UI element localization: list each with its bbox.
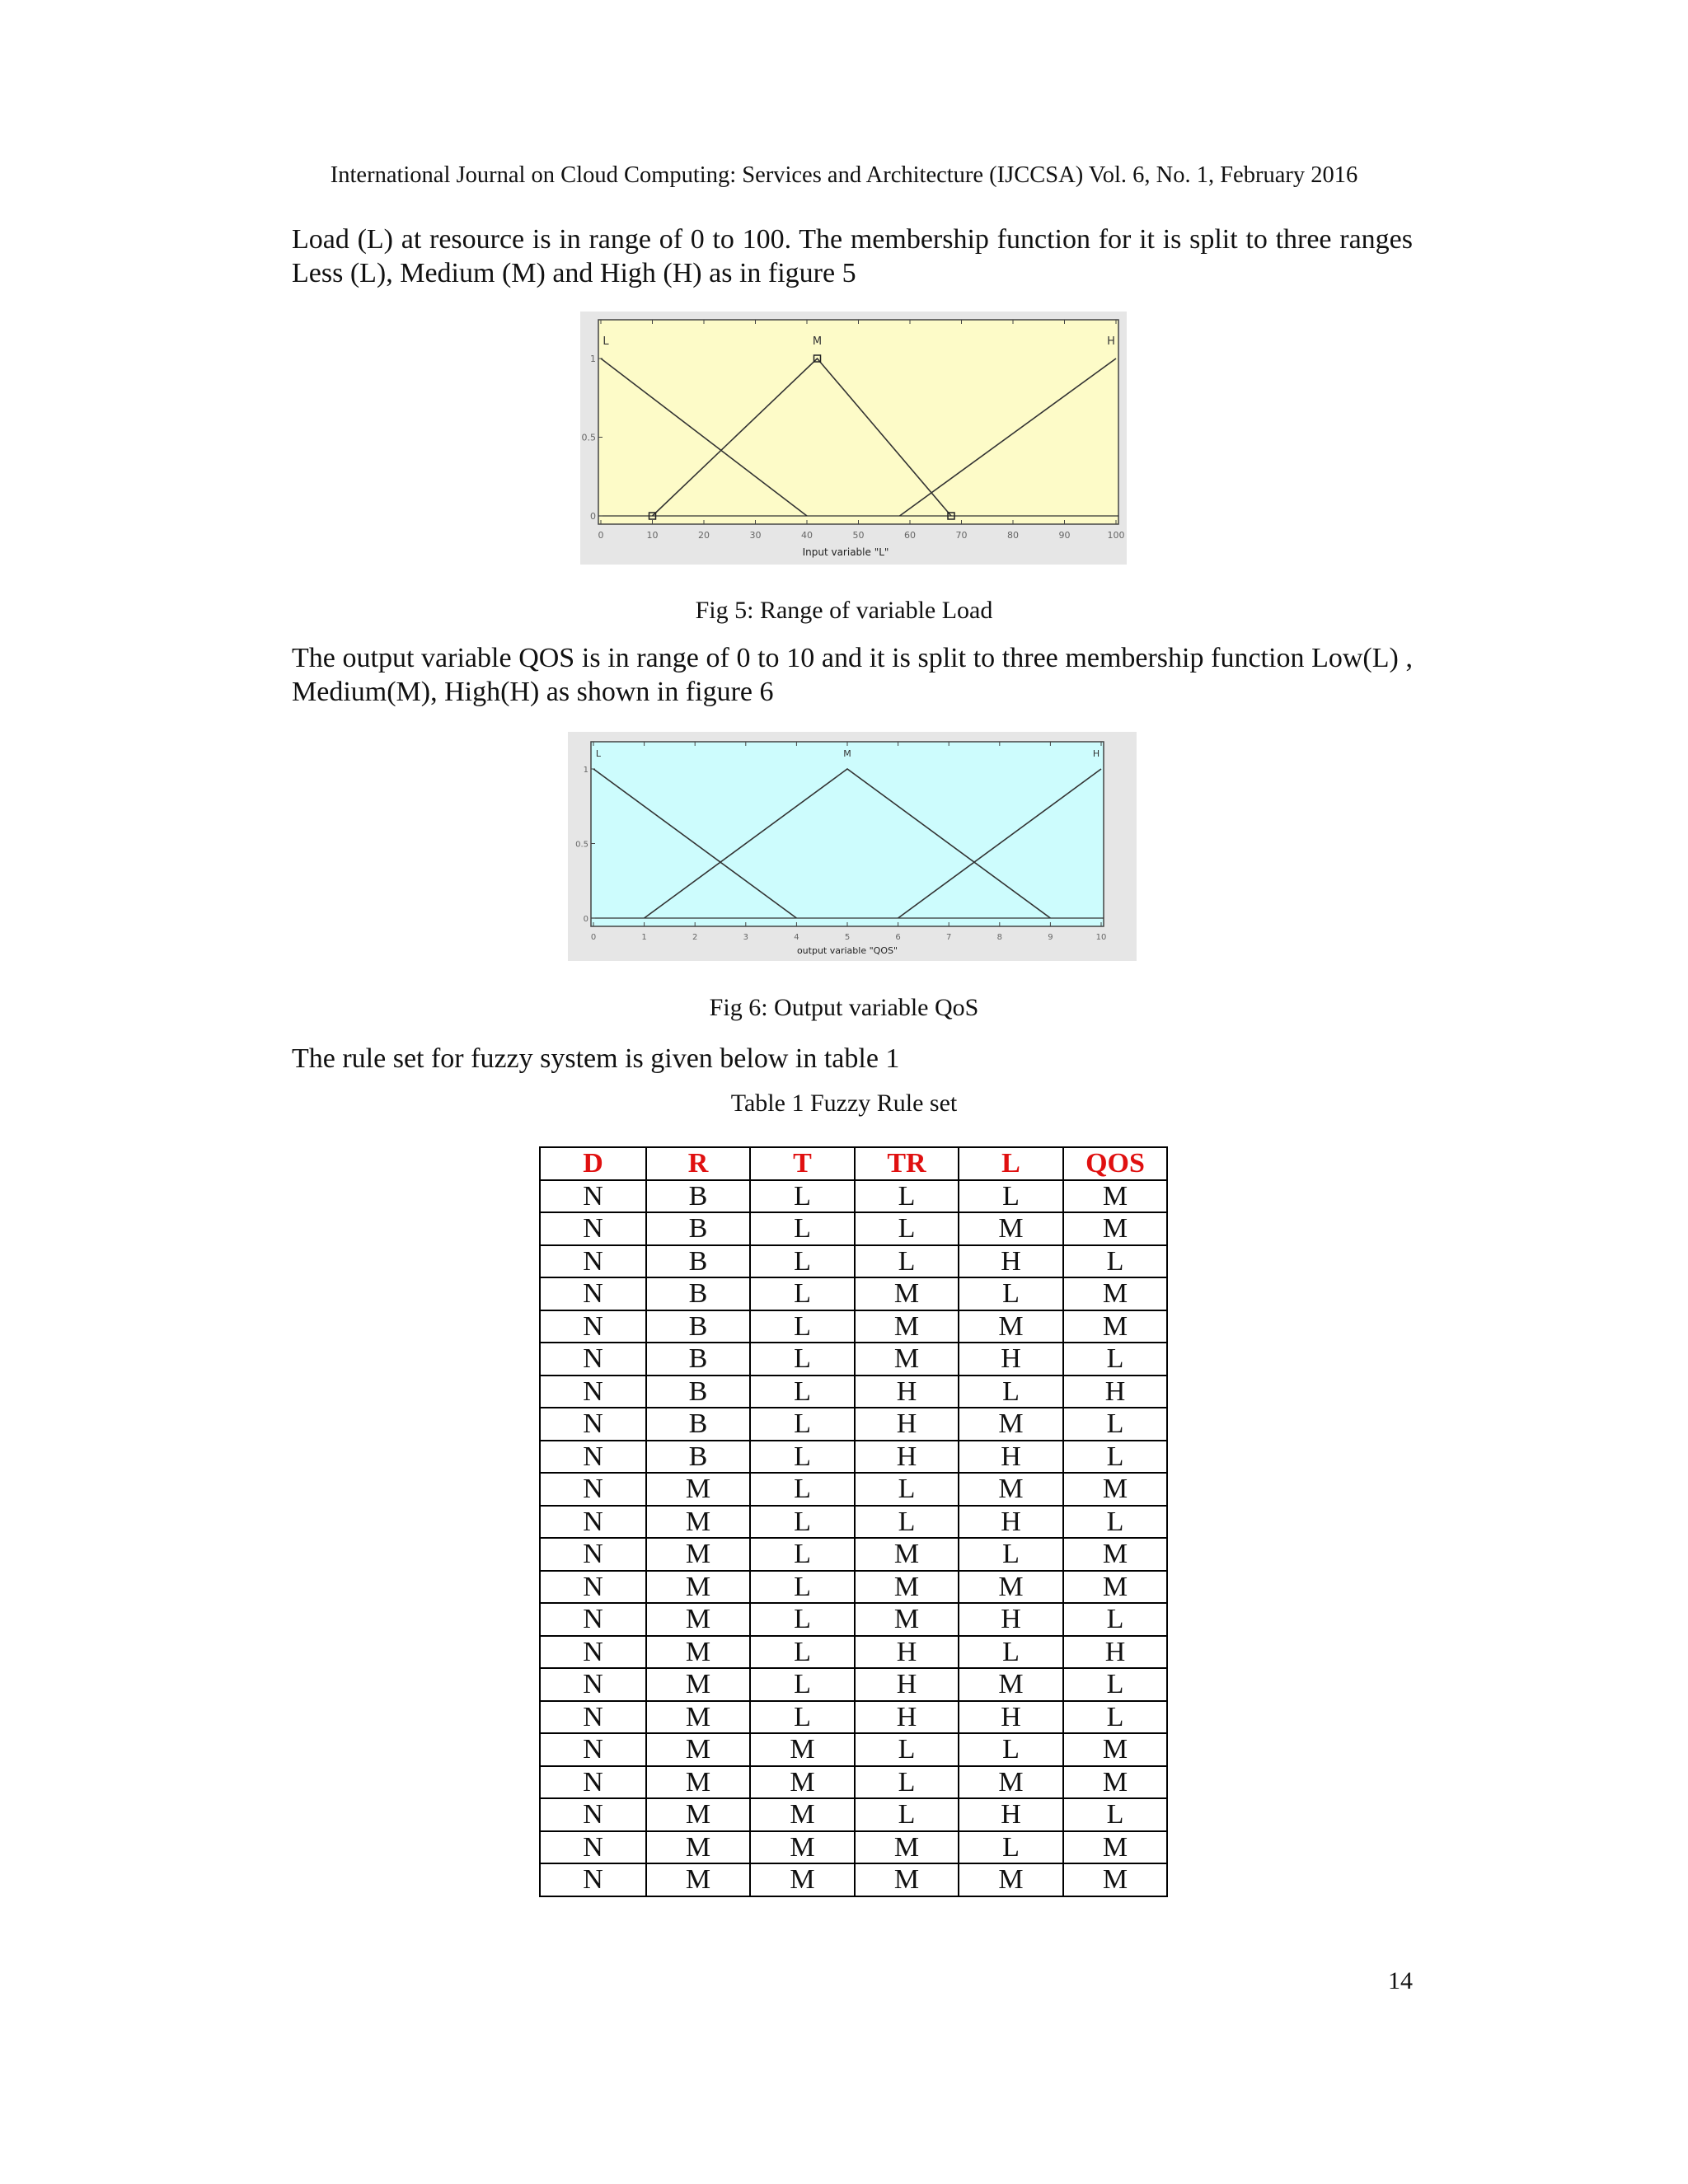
- table-cell: N: [540, 1180, 646, 1213]
- table-row: [540, 1473, 1167, 1506]
- journal-header: International Journal on Cloud Computing: Services and Architecture (IJCCSA) Vol. 6, No. 1, February 2016: [330, 162, 1358, 188]
- column-header: R: [646, 1147, 750, 1180]
- x-tick-label: 3: [743, 933, 748, 942]
- table-cell: L: [750, 1277, 855, 1310]
- x-tick-label: 10: [646, 530, 659, 541]
- table-cell: N: [540, 1506, 646, 1539]
- table-cell: M: [750, 1766, 855, 1799]
- table-cell: L: [750, 1180, 855, 1213]
- table-cell: M: [750, 1798, 855, 1831]
- table-cell: L: [855, 1473, 959, 1506]
- table-cell: L: [959, 1277, 1063, 1310]
- table-row: [540, 1245, 1167, 1278]
- table-cell: M: [750, 1733, 855, 1766]
- table-cell: L: [750, 1701, 855, 1734]
- table-row: [540, 1408, 1167, 1441]
- table-row: [540, 1733, 1167, 1766]
- table-cell: L: [855, 1506, 959, 1539]
- table-cell: M: [959, 1310, 1063, 1343]
- table-cell: M: [646, 1701, 750, 1734]
- y-tick-label: 0.5: [581, 432, 596, 443]
- series-label-m: M: [812, 335, 823, 348]
- table-row: [540, 1376, 1167, 1408]
- table-cell: M: [646, 1636, 750, 1669]
- x-tick-label: 8: [996, 933, 1002, 942]
- table-row: [540, 1798, 1167, 1831]
- table-cell: M: [1063, 1863, 1167, 1896]
- x-tick-label: 100: [1107, 530, 1125, 541]
- table-cell: B: [646, 1180, 750, 1213]
- table-cell: N: [540, 1473, 646, 1506]
- table-cell: M: [959, 1473, 1063, 1506]
- table-cell: B: [646, 1277, 750, 1310]
- table-cell: M: [855, 1343, 959, 1376]
- table-cell: H: [855, 1668, 959, 1701]
- x-tick-label: 9: [1048, 933, 1053, 942]
- table-cell: L: [959, 1180, 1063, 1213]
- table-cell: L: [1063, 1408, 1167, 1441]
- table-cell: M: [959, 1571, 1063, 1604]
- table-cell: M: [646, 1766, 750, 1799]
- table-row: [540, 1310, 1167, 1343]
- series-label-l: L: [603, 335, 609, 348]
- table-cell: N: [540, 1571, 646, 1604]
- table-cell: L: [855, 1180, 959, 1213]
- table-cell: M: [646, 1831, 750, 1864]
- table-cell: L: [750, 1538, 855, 1571]
- table-cell: M: [1063, 1180, 1167, 1213]
- y-tick-label: 0.5: [575, 840, 588, 850]
- table-caption: Table 1 Fuzzy Rule set: [730, 1090, 958, 1117]
- x-tick-label: 0: [598, 530, 604, 541]
- table-cell: H: [959, 1245, 1063, 1278]
- table-row: [540, 1277, 1167, 1310]
- table-cell: M: [1063, 1571, 1167, 1604]
- table-cell: H: [959, 1603, 1063, 1636]
- table-cell: M: [1063, 1733, 1167, 1766]
- column-header: L: [959, 1147, 1063, 1180]
- x-tick-label: 80: [1007, 530, 1019, 541]
- table-cell: L: [855, 1798, 959, 1831]
- table-cell: M: [646, 1603, 750, 1636]
- table-cell: L: [750, 1473, 855, 1506]
- table-row: [540, 1766, 1167, 1799]
- table-cell: H: [855, 1636, 959, 1669]
- table-cell: L: [750, 1636, 855, 1669]
- x-tick-label: 30: [749, 530, 762, 541]
- table-cell: H: [959, 1441, 1063, 1474]
- table-cell: N: [540, 1603, 646, 1636]
- table-cell: M: [1063, 1310, 1167, 1343]
- table-cell: M: [855, 1603, 959, 1636]
- y-tick-label: 1: [590, 354, 596, 364]
- table-cell: L: [750, 1343, 855, 1376]
- table-cell: M: [646, 1668, 750, 1701]
- series-label-h: H: [1092, 748, 1100, 759]
- x-tick-label: 10: [1095, 933, 1107, 942]
- x-tick-label: 50: [852, 530, 865, 541]
- y-tick-label: 1: [583, 766, 588, 775]
- table-cell: L: [750, 1506, 855, 1539]
- table-cell: L: [855, 1766, 959, 1799]
- table-cell: N: [540, 1212, 646, 1245]
- table-cell: M: [646, 1506, 750, 1539]
- table-cell: B: [646, 1343, 750, 1376]
- table-cell: M: [1063, 1212, 1167, 1245]
- table-cell: M: [750, 1863, 855, 1896]
- table-cell: L: [750, 1668, 855, 1701]
- table-cell: L: [750, 1310, 855, 1343]
- column-header: T: [750, 1147, 855, 1180]
- figure-6-caption: Fig 6: Output variable QoS: [709, 994, 979, 1021]
- table-row: [540, 1441, 1167, 1474]
- x-tick-label: 5: [844, 933, 851, 942]
- x-tick-label: 0: [590, 933, 597, 942]
- table-cell: M: [855, 1571, 959, 1604]
- table-cell: N: [540, 1798, 646, 1831]
- table-cell: N: [540, 1863, 646, 1896]
- table-cell: N: [540, 1701, 646, 1734]
- table-cell: L: [750, 1603, 855, 1636]
- x-tick-label: 60: [904, 530, 916, 541]
- table-cell: N: [540, 1277, 646, 1310]
- figure-load-membership: [580, 312, 1127, 565]
- table-cell: N: [540, 1538, 646, 1571]
- x-tick-label: 20: [698, 530, 710, 541]
- table-cell: B: [646, 1376, 750, 1408]
- table-cell: L: [855, 1245, 959, 1278]
- table-cell: L: [750, 1212, 855, 1245]
- table-row: [540, 1571, 1167, 1604]
- table-cell: L: [1063, 1701, 1167, 1734]
- table-cell: N: [540, 1408, 646, 1441]
- figure-5-caption: Fig 5: Range of variable Load: [695, 597, 993, 624]
- series-label-l: L: [595, 748, 602, 759]
- table-cell: H: [855, 1376, 959, 1408]
- table-cell: H: [1063, 1376, 1167, 1408]
- table-cell: L: [750, 1441, 855, 1474]
- table-row: [540, 1603, 1167, 1636]
- table-cell: M: [855, 1863, 959, 1896]
- series-label-m: M: [843, 748, 851, 759]
- fuzzy-rule-table: [539, 1146, 1168, 1897]
- table-cell: H: [959, 1798, 1063, 1831]
- table-cell: M: [1063, 1473, 1167, 1506]
- table-cell: L: [1063, 1245, 1167, 1278]
- table-cell: N: [540, 1831, 646, 1864]
- table-cell: L: [1063, 1506, 1167, 1539]
- table-cell: B: [646, 1310, 750, 1343]
- x-tick-label: 2: [692, 933, 698, 942]
- table-cell: L: [855, 1212, 959, 1245]
- table-row: [540, 1831, 1167, 1864]
- table-cell: M: [1063, 1766, 1167, 1799]
- table-cell: H: [1063, 1636, 1167, 1669]
- table-row: [540, 1343, 1167, 1376]
- column-header: D: [540, 1147, 646, 1180]
- table-cell: L: [1063, 1668, 1167, 1701]
- table-cell: B: [646, 1245, 750, 1278]
- table-header-row: [540, 1147, 1167, 1180]
- column-header: TR: [855, 1147, 959, 1180]
- series-label-h: H: [1107, 335, 1115, 348]
- table-cell: M: [1063, 1538, 1167, 1571]
- table-cell: M: [959, 1863, 1063, 1896]
- table-row: [540, 1636, 1167, 1669]
- paragraph-rules: The rule set for fuzzy system is given below in table 1: [292, 1043, 900, 1074]
- x-tick-label: 40: [801, 530, 813, 541]
- x-tick-label: 6: [895, 933, 901, 942]
- table-cell: L: [1063, 1343, 1167, 1376]
- table-cell: M: [646, 1733, 750, 1766]
- table-cell: H: [959, 1343, 1063, 1376]
- column-header: QOS: [1063, 1147, 1167, 1180]
- table-cell: M: [646, 1473, 750, 1506]
- table-cell: M: [855, 1310, 959, 1343]
- x-tick-label: 4: [794, 933, 799, 942]
- table-row: [540, 1538, 1167, 1571]
- x-tick-label: 1: [641, 933, 647, 942]
- table-cell: L: [959, 1538, 1063, 1571]
- table-cell: N: [540, 1245, 646, 1278]
- table-row: [540, 1701, 1167, 1734]
- x-tick-label: 70: [955, 530, 968, 541]
- table-cell: H: [855, 1441, 959, 1474]
- table-cell: M: [750, 1831, 855, 1864]
- table-cell: M: [1063, 1277, 1167, 1310]
- table-cell: L: [1063, 1441, 1167, 1474]
- table-cell: M: [646, 1863, 750, 1896]
- table-cell: N: [540, 1636, 646, 1669]
- x-axis-label: output variable "QOS": [796, 945, 898, 956]
- table-cell: L: [959, 1831, 1063, 1864]
- table-cell: M: [959, 1668, 1063, 1701]
- table-cell: N: [540, 1733, 646, 1766]
- table-cell: M: [646, 1538, 750, 1571]
- table-cell: L: [1063, 1798, 1167, 1831]
- table-cell: N: [540, 1376, 646, 1408]
- table-cell: H: [959, 1701, 1063, 1734]
- y-tick-label: 0: [590, 511, 596, 522]
- table-cell: H: [855, 1701, 959, 1734]
- table-row: [540, 1863, 1167, 1896]
- x-tick-label: 7: [946, 933, 952, 942]
- table-cell: M: [959, 1212, 1063, 1245]
- table-cell: L: [750, 1376, 855, 1408]
- table-cell: N: [540, 1310, 646, 1343]
- table-cell: M: [959, 1408, 1063, 1441]
- table-cell: M: [959, 1766, 1063, 1799]
- table-cell: M: [646, 1571, 750, 1604]
- table-cell: M: [855, 1831, 959, 1864]
- table-cell: B: [646, 1212, 750, 1245]
- table-cell: H: [959, 1506, 1063, 1539]
- table-cell: H: [855, 1408, 959, 1441]
- table-cell: L: [959, 1733, 1063, 1766]
- table-cell: L: [959, 1636, 1063, 1669]
- table-cell: L: [959, 1376, 1063, 1408]
- table-cell: N: [540, 1668, 646, 1701]
- table-cell: L: [750, 1245, 855, 1278]
- table-cell: B: [646, 1408, 750, 1441]
- table-cell: M: [646, 1798, 750, 1831]
- paragraph-load: Load (L) at resource is in range of 0 to 100. The membership function for it is split to three ranges Less (L), Medium (M) and High (H) as in figure 5: [292, 224, 1413, 288]
- table-cell: L: [855, 1733, 959, 1766]
- table-cell: N: [540, 1766, 646, 1799]
- figure-qos-membership: [568, 732, 1137, 961]
- table-cell: M: [855, 1277, 959, 1310]
- table-row: [540, 1212, 1167, 1245]
- x-axis-label: Input variable "L": [802, 546, 889, 558]
- paragraph-qos: The output variable QOS is in range of 0 to 10 and it is split to three membership function Low(L) , Medium(M), High(H) as shown in figure 6: [292, 643, 1413, 707]
- y-tick-label: 0: [583, 915, 588, 924]
- table-cell: L: [750, 1571, 855, 1604]
- page-number: 14: [1388, 1967, 1413, 1994]
- table-cell: N: [540, 1441, 646, 1474]
- table-cell: N: [540, 1343, 646, 1376]
- table-row: [540, 1668, 1167, 1701]
- x-tick-label: 90: [1058, 530, 1071, 541]
- table-cell: M: [1063, 1831, 1167, 1864]
- table-cell: B: [646, 1441, 750, 1474]
- table-cell: M: [855, 1538, 959, 1571]
- table-row: [540, 1180, 1167, 1213]
- table-row: [540, 1506, 1167, 1539]
- table-cell: L: [1063, 1603, 1167, 1636]
- table-cell: L: [750, 1408, 855, 1441]
